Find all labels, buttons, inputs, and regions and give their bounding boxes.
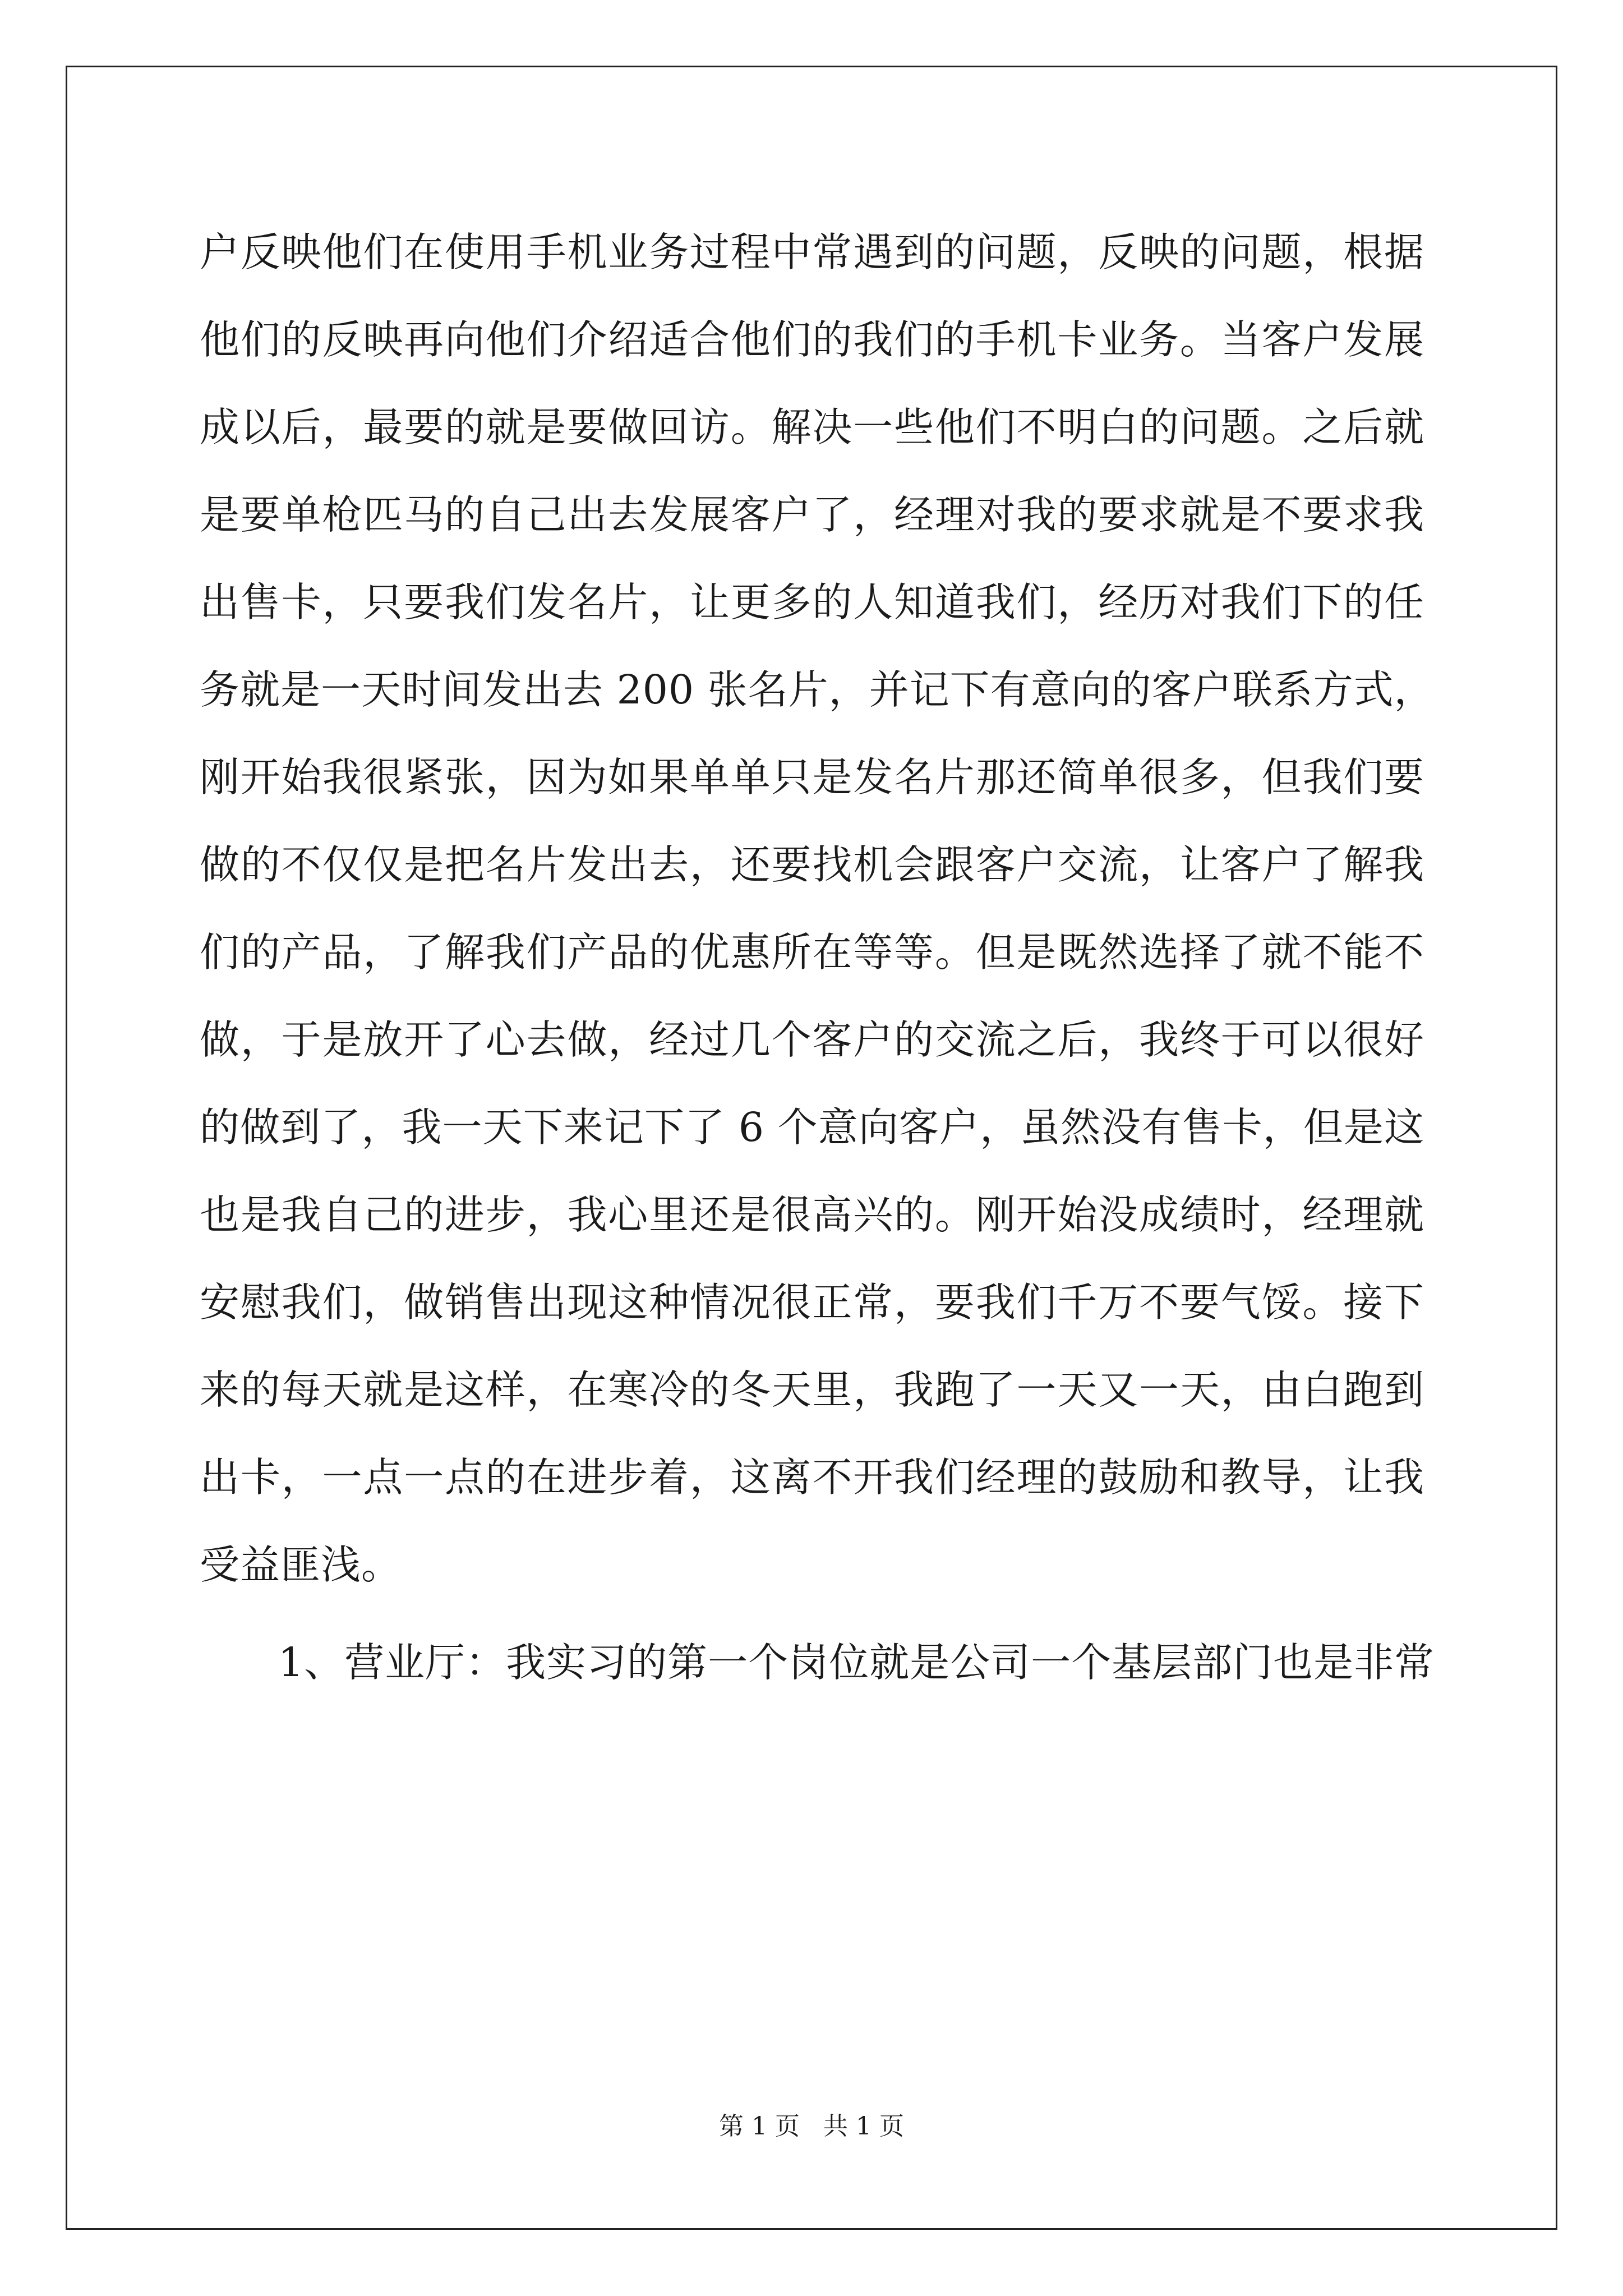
page-number: 第 1 页 [719, 2112, 800, 2141]
text-line: 做，于是放开了心去做，经过几个客户的交流之后，我终于可以很好 [200, 1016, 1424, 1063]
text-line: 的做到了，我一天下来记下了 6 个意向客户，虽然没有售卡，但是这 [200, 1104, 1424, 1151]
text-line: 刚开始我很紧张，因为如果单单只是发名片那还简单很多，但我们要 [200, 754, 1424, 800]
text-line: 做的不仅仅是把名片发出去，还要找机会跟客户交流，让客户了解我 [200, 841, 1424, 888]
document-body [200, 209, 1435, 1706]
text-line: 也是我自己的进步，我心里还是很高兴的。刚开始没成绩时，经理就 [200, 1191, 1424, 1238]
text-line: 出售卡，只要我们发名片，让更多的人知道我们，经历对我们下的任 [200, 579, 1424, 625]
paragraph-line: 1、营业厅：我实习的第一个岗位就是公司一个基层部门也是非常 [278, 1639, 1435, 1686]
page-footer [0, 2106, 1623, 2142]
page-total: 共 1 页 [823, 2112, 904, 2141]
text-line: 他们的反映再向他们介绍适合他们的我们的手机卡业务。当客户发展 [200, 316, 1424, 363]
text-line: 是要单枪匹马的自己出去发展客户了，经理对我的要求就是不要求我 [200, 491, 1424, 538]
text-line: 务就是一天时间发出去 200 张名片，并记下有意向的客户联系方式， [200, 666, 1435, 713]
text-line: 们的产品，了解我们产品的优惠所在等等。但是既然选择了就不能不 [200, 929, 1424, 976]
text-line: 受益匪浅。 [200, 1542, 402, 1588]
text-line: 出卡，一点一点的在进步着，这离不开我们经理的鼓励和教导，让我 [200, 1454, 1424, 1501]
text-line: 成以后，最要的就是要做回访。解决一些他们不明白的问题。之后就 [200, 404, 1424, 450]
text-line: 户反映他们在使用手机业务过程中常遇到的问题，反映的问题，根据 [200, 229, 1424, 275]
text-line: 安慰我们，做销售出现这种情况很正常，要我们千万不要气馁。接下 [200, 1279, 1424, 1326]
text-line: 来的每天就是这样，在寒冷的冬天里，我跑了一天又一天，由白跑到 [200, 1366, 1424, 1413]
